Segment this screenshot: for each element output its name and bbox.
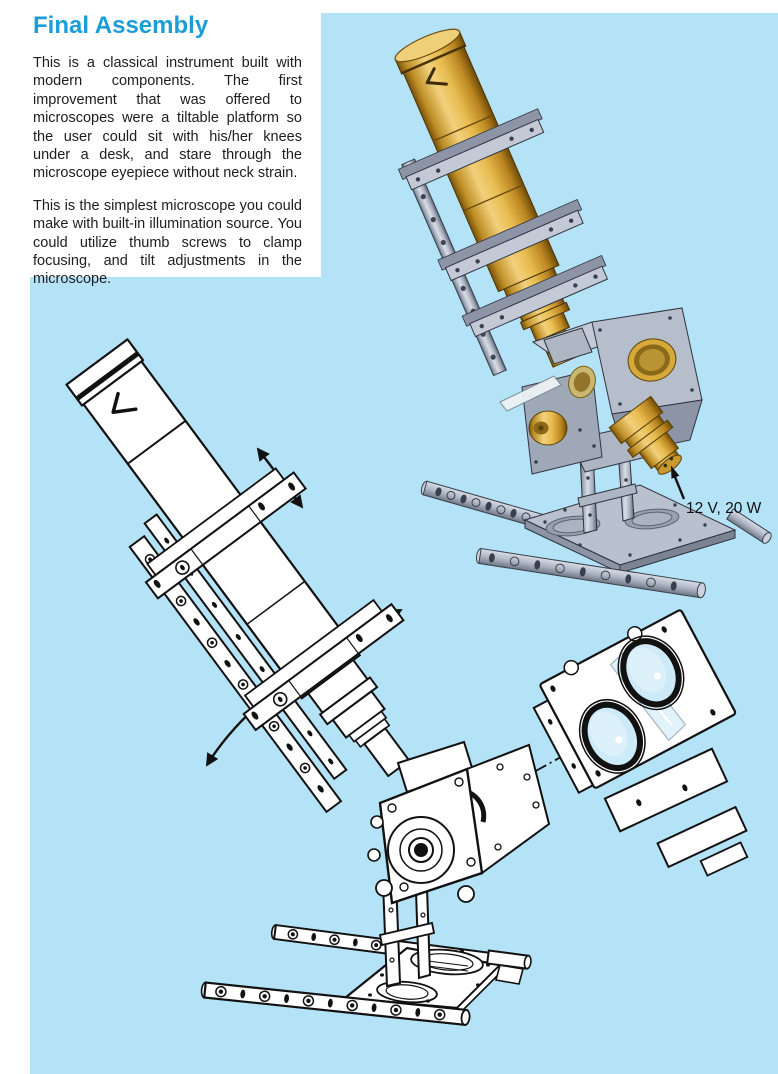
line-drawing-microscope-figure bbox=[30, 335, 778, 1074]
intro-paragraph-1: This is a classical instrument built with modern components. The first improvement that was offered to microscopes were a tiltable platform so the user could sit with his/her knees under a desk, and stare through the microscope eyepiece without neck strain. bbox=[33, 55, 302, 182]
thumb-screw bbox=[376, 880, 392, 896]
lamp-label: 12 V, 20 W bbox=[686, 500, 762, 517]
intro-text-box bbox=[0, 0, 321, 288]
intro-paragraph-2: This is the simplest microscope you could make with built-in illumination source. You could utilize thumb screws to clamp focusing, and tilt adjustments in the microscope. bbox=[33, 197, 302, 288]
thumb-screw bbox=[458, 886, 474, 902]
page-title: Final Assembly bbox=[33, 12, 209, 39]
detached-lens-cube bbox=[522, 603, 747, 875]
tube-assembly bbox=[30, 335, 473, 823]
